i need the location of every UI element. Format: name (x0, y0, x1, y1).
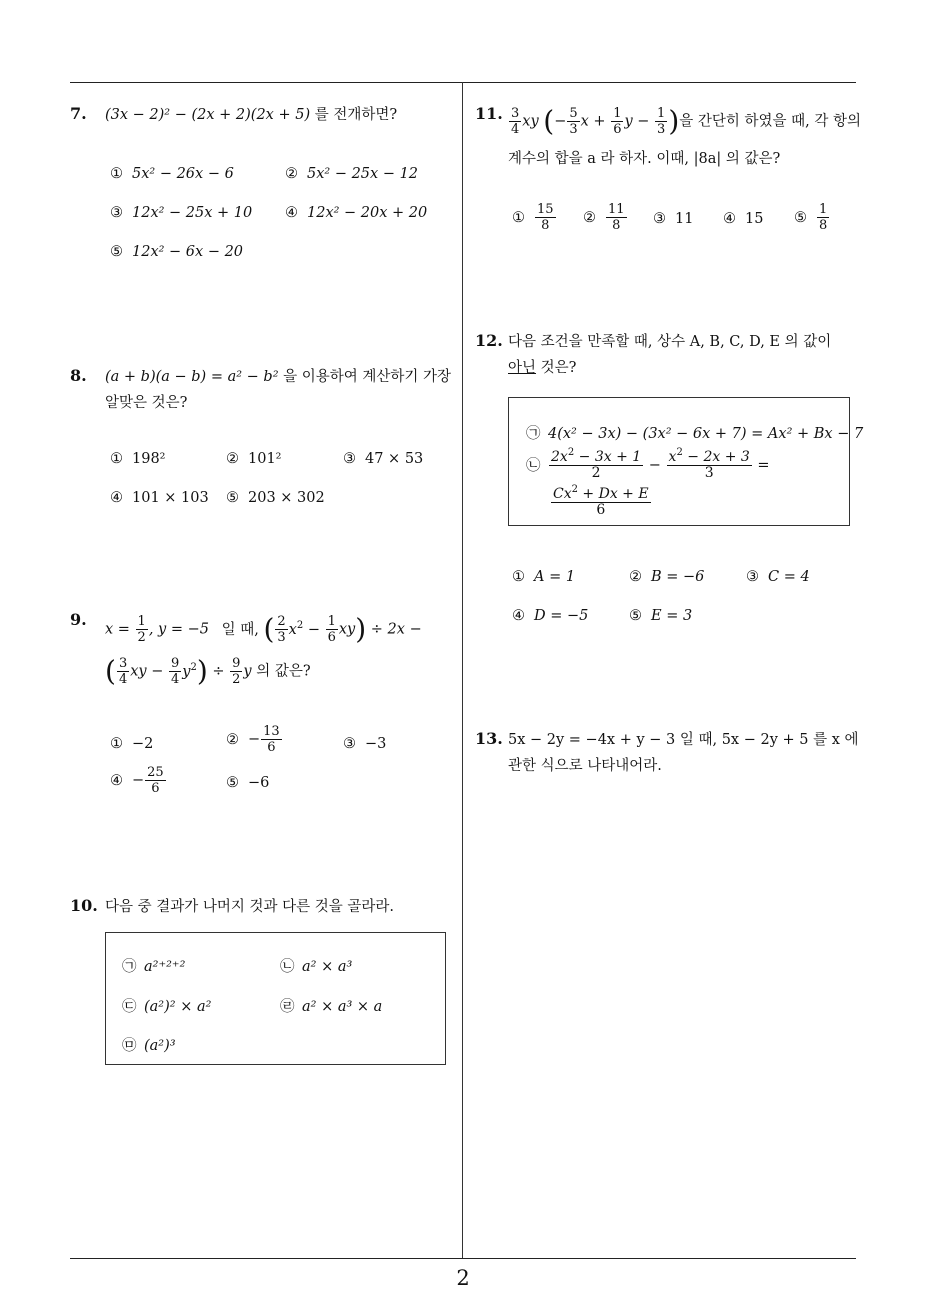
option-text: A = 1 (534, 569, 576, 585)
option-marker: ① (110, 736, 123, 752)
question-stem: 5x − 2y = −4x + y − 3 일 때, 5x − 2y + 5 를 x 에 (508, 732, 859, 748)
condition-1 (526, 422, 863, 446)
choice-text: (a²)³ (144, 1038, 176, 1054)
condition-marker: ㉡ (526, 457, 541, 474)
option-marker: ② (285, 166, 298, 182)
question-number: 10. (70, 896, 98, 915)
option-text: 15 (745, 211, 764, 227)
option-2[interactable]: ② $\frac{11}{8}$ (583, 202, 625, 233)
option-text: −3 (365, 736, 387, 752)
equals-sign: = (757, 457, 770, 474)
option-3[interactable] (653, 207, 693, 231)
option-marker: ④ (285, 205, 298, 221)
stem-x: x = (105, 621, 130, 638)
option-text: 12x² − 20x + 20 (307, 205, 428, 221)
stem-div: ÷ 2x − (370, 621, 422, 638)
stem-y: , y = −5 (148, 621, 209, 638)
question-number: 13. (475, 729, 503, 748)
option-4[interactable]: ④ − $\frac{25}{6}$ (110, 765, 164, 796)
page-number: 2 (456, 1266, 470, 1290)
option-2[interactable] (285, 162, 418, 186)
option-1[interactable] (512, 565, 575, 589)
option-text: 12x² − 25x + 10 (132, 205, 253, 221)
stem-text: 일 때, (221, 621, 259, 638)
condition-2: ㉡ $\frac{2x^2 - 3x + 1}{2}$ − $\frac{x^2 - 2x + 3}{3}$ = (526, 447, 770, 481)
option-text: D = −5 (534, 608, 589, 624)
question-stem (105, 365, 451, 389)
stem-text: 것은? (540, 360, 577, 376)
choice-item-4[interactable] (280, 995, 382, 1019)
choice-marker: ㉠ (122, 959, 137, 975)
choice-item-5[interactable] (122, 1034, 176, 1058)
stem-text: 의 값은? (256, 663, 311, 680)
choice-item-3[interactable] (122, 995, 211, 1019)
option-4[interactable] (512, 604, 588, 628)
option-1[interactable]: ① $\frac{15}{8}$ (512, 202, 554, 233)
option-marker: ① (512, 569, 525, 585)
option-text: C = 4 (768, 569, 810, 585)
choice-text: a²⁺²⁺² (144, 959, 186, 975)
stem-expression: (a + b)(a − b) = a² − b² (105, 369, 279, 385)
question-stem (105, 103, 397, 127)
option-marker: ⑤ (110, 244, 123, 260)
option-marker: ② (583, 209, 596, 226)
option-5[interactable] (226, 771, 269, 795)
option-text: B = −6 (651, 569, 705, 585)
fraction-1-2: $\frac{1}{2}$ (137, 614, 146, 645)
question-number: 7. (70, 104, 87, 123)
question-number: 9. (70, 610, 87, 629)
bottom-rule (70, 1258, 856, 1259)
question-stem: $\frac{3}{4}$ xy (− $\frac{5}{3}$ x + $\frac{1}{6}$ y − $\frac{1}{3}$ )을 간단히 하였을 때, 각 항의 (511, 104, 861, 138)
option-4[interactable] (285, 201, 427, 225)
question-stem: 다음 조건을 만족할 때, 상수 A, B, C, D, E 의 값이 (508, 334, 832, 350)
stem-text: 를 전개하면? (314, 107, 398, 123)
option-text: 101 × 103 (132, 490, 209, 506)
option-text: 12x² − 6x − 20 (132, 244, 244, 260)
stem-line-2: 계수의 합을 a 라 하자. 이때, |8a| 의 값은? (508, 151, 781, 167)
option-marker: ⑤ (226, 490, 239, 506)
question-number: 11. (475, 104, 503, 123)
option-2[interactable] (226, 447, 282, 471)
option-marker: ② (629, 569, 642, 585)
option-5[interactable] (110, 240, 243, 264)
option-5[interactable]: ⑤ $\frac{1}{8}$ (794, 202, 828, 233)
question-stem: 다음 중 결과가 나머지 것과 다른 것을 골라라. (105, 899, 394, 915)
option-text: 47 × 53 (365, 451, 424, 467)
option-1[interactable] (110, 162, 234, 186)
stem-line-2 (508, 356, 576, 380)
option-text: 203 × 302 (248, 490, 325, 506)
stem-line-2: ( $\frac{3}{4}$ xy − $\frac{9}{4}$ $y^2$) ÷ $\frac{9}{2}$ y 의 값은? (105, 654, 311, 688)
option-5[interactable] (629, 604, 692, 628)
option-text: −6 (248, 775, 270, 791)
option-1[interactable] (110, 447, 166, 471)
question-number: 12. (475, 331, 503, 350)
option-4[interactable] (110, 486, 209, 510)
column-divider (462, 82, 463, 1258)
choice-marker: ㉡ (280, 959, 295, 975)
choice-text: a² × a³ × a (302, 999, 383, 1015)
stem-line-2: 알맞은 것은? (105, 395, 188, 411)
option-text: 5x² − 25x − 12 (307, 166, 419, 182)
condition-text: 4(x² − 3x) − (3x² − 6x + 7) = Ax² + Bx − 7 (548, 426, 864, 442)
choice-marker: ㉣ (280, 999, 295, 1015)
choice-marker: ㉤ (122, 1038, 137, 1054)
option-3[interactable] (746, 565, 810, 589)
condition-2-rhs: $\frac{Cx^2 + Dx + E}{6}$ (553, 484, 649, 518)
option-marker: ⑤ (629, 608, 642, 624)
option-text: 11 (675, 211, 694, 227)
choice-marker: ㉢ (122, 999, 137, 1015)
stem-expression: (3x − 2)² − (2x + 2)(2x + 5) (105, 107, 311, 123)
option-marker: ① (110, 451, 123, 467)
option-3[interactable] (110, 201, 252, 225)
option-text: 101² (248, 451, 282, 467)
top-rule (70, 82, 856, 83)
option-text: −2 (132, 736, 154, 752)
question-number: 8. (70, 366, 87, 385)
option-marker: ② (226, 451, 239, 467)
choice-item-1[interactable] (122, 955, 185, 979)
option-marker: ④ (110, 772, 123, 789)
option-marker: ③ (653, 211, 666, 227)
option-marker: ④ (512, 608, 525, 624)
option-3[interactable] (343, 732, 386, 756)
condition-marker: ㉠ (526, 426, 541, 442)
stem-div-2: ÷ (212, 663, 225, 680)
stem-line-2: 관한 식으로 나타내어라. (508, 758, 662, 774)
emphasis-text: 아닌 (508, 360, 537, 376)
option-3[interactable] (343, 447, 423, 471)
option-text: 5x² − 26x − 6 (132, 166, 234, 182)
option-marker: ④ (110, 490, 123, 506)
option-marker: ③ (343, 451, 356, 467)
option-1[interactable] (110, 732, 153, 756)
choice-item-2[interactable] (280, 955, 352, 979)
option-marker: ③ (110, 205, 123, 221)
choice-text: a² × a³ (302, 959, 353, 975)
question-stem: x = $\frac{1}{2}$ , y = −5 일 때, ( $\frac{2}{3}$ $x^2$ − $\frac{1}{6}$ xy) ÷ 2x − (105, 612, 422, 646)
stem-text: 을 이용하여 계산하기 가장 (283, 369, 452, 385)
option-marker: ⑤ (226, 775, 239, 791)
option-4[interactable] (723, 207, 763, 231)
option-text: E = 3 (651, 608, 693, 624)
option-marker: ① (512, 209, 525, 226)
option-2[interactable]: ② − $\frac{13}{6}$ (226, 724, 280, 755)
option-marker: ① (110, 166, 123, 182)
option-marker: ③ (343, 736, 356, 752)
stem-text: 을 간단히 하였을 때, 각 항의 (679, 113, 861, 130)
choice-text: (a²)² × a² (144, 999, 212, 1015)
option-5[interactable] (226, 486, 325, 510)
option-text: 198² (132, 451, 166, 467)
option-marker: ④ (723, 211, 736, 227)
option-marker: ⑤ (794, 209, 807, 226)
option-2[interactable] (629, 565, 704, 589)
option-marker: ③ (746, 569, 759, 585)
option-marker: ② (226, 731, 239, 748)
